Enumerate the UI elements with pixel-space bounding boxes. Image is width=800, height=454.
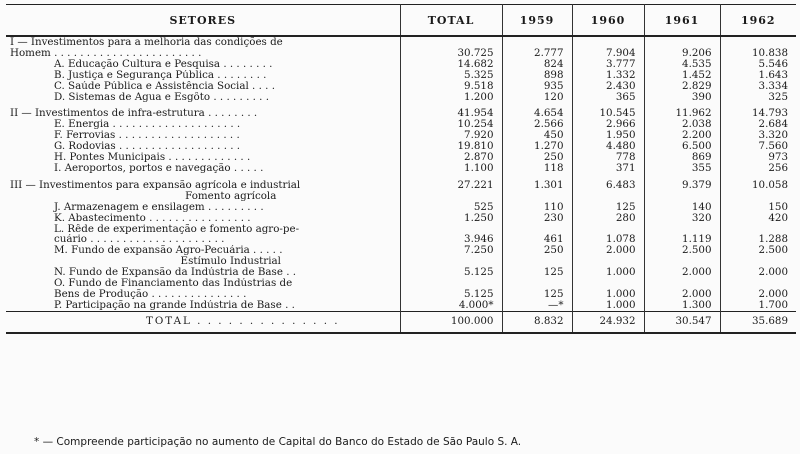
row-label: Bens de Produção . . . . . . . . . . . . . . . [6,289,400,300]
row-label: N. Fundo de Expansão da Indústria de Base . . [6,267,400,278]
cell-1960: 778 [572,152,644,163]
table-row [6,234,796,245]
cell-total: 3.946 [400,234,502,245]
cell-1962: 150 [768,201,788,213]
cell-1960 [572,224,644,235]
cell-1961: 2.000 [644,289,720,300]
cell-total: 9.518 [400,81,502,92]
table-row [6,36,796,48]
row-label: G. Rodovias . . . . . . . . . . . . . . . . . . . [6,141,400,152]
cell-1962: 256 [768,162,788,174]
cell-1961: 320 [644,213,720,224]
cell-total: 1.200 [400,92,502,103]
cell-1959: 118 [502,163,572,174]
table-row [6,202,796,213]
row-label: F. Ferrovias . . . . . . . . . . . . . . . . . . . [6,130,400,141]
row-label: C. Saúde Pública e Assistência Social . . . . [6,81,400,92]
row-label: Fomento agrícola [6,191,400,202]
cell-1960: 4.480 [572,141,644,152]
table-row [6,267,796,278]
cell-1959: 935 [502,81,572,92]
cell-1962: 3.320 [758,130,788,142]
cell-1961: 390 [644,92,720,103]
cell-total: 4.000* [400,300,502,311]
cell-1959: 4.654 [502,108,572,119]
table-row [6,180,796,191]
cell-1960: 10.545 [572,108,644,119]
cell-1962: 2.684 [758,119,788,131]
cell-1959: 125 [502,267,572,278]
cell-1962: 2.000 [758,288,788,300]
cell-total: 525 [400,202,502,213]
cell-1959: —* [502,300,572,311]
total-cell-1959: 8.832 [502,311,572,333]
header-total: TOTAL [400,5,502,37]
row-label: II — Investimentos de infra-estrutura . . . . . . . . [6,108,400,119]
table-row [6,245,796,256]
table-row [6,191,796,202]
total-row [6,311,796,333]
cell-total: 7.920 [400,130,502,141]
table-header [6,5,796,37]
row-label: L. Rêde de experimentação e fomento agro-pe- [6,224,400,235]
cell-total: 5.325 [400,70,502,81]
row-label: A. Educação Cultura e Pesquisa . . . . . . . . [6,59,400,70]
cell-1962 [720,191,796,202]
cell-1962: 3.334 [758,80,788,92]
header-1959: 1959 [502,5,572,37]
cell-1959 [502,256,572,267]
table-row [6,224,796,235]
row-label: P. Participação na grande Indústria de Base . . [6,300,400,311]
total-label: TOTAL . . . . . . . . . . . . . . [6,311,400,333]
cell-total: 30.725 [400,48,502,59]
table-body [6,36,796,311]
cell-1960: 280 [572,213,644,224]
cell-1962 [720,36,796,48]
cell-1959 [502,36,572,48]
row-label: B. Justiça e Segurança Pública . . . . . . . . [6,70,400,81]
cell-1962: 5.546 [758,58,788,70]
table-row [6,141,796,152]
cell-1959: 898 [502,70,572,81]
table-row [6,300,796,311]
cell-1959: 230 [502,213,572,224]
table-row [6,59,796,70]
row-label: H. Pontes Municipais . . . . . . . . . . . . . [6,152,400,163]
row-label: cuário . . . . . . . . . . . . . . . . . . . . . [6,234,400,245]
cell-1962: 325 [768,91,788,103]
cell-1960: 7.904 [572,48,644,59]
cell-1961 [644,191,720,202]
cell-1959: 250 [502,245,572,256]
cell-1959: 250 [502,152,572,163]
row-label: J. Armazenagem e ensilagem . . . . . . . . . [6,202,400,213]
row-label: III — Investimentos para expansão agrícola e industrial [6,180,400,191]
cell-1961: 869 [644,152,720,163]
row-label: Homem . . . . . . . . . . . . . . . . . . . . . . . [6,48,400,59]
total-cell-1961: 30.547 [644,311,720,333]
cell-1962: 2.500 [758,245,788,257]
row-label: Estímulo Industrial [6,256,400,267]
cell-total [400,278,502,289]
cell-1960: 1.950 [572,130,644,141]
cell-1962: 14.793 [751,108,788,120]
table-row [6,152,796,163]
cell-1962: 1.288 [758,234,788,246]
cell-1959: 110 [502,202,572,213]
table-row [6,213,796,224]
cell-1959: 1.270 [502,141,572,152]
cell-1961: 9.379 [644,180,720,191]
cell-1960: 1.332 [572,70,644,81]
header-1962: 1962 [720,5,796,37]
table-row [6,289,796,300]
cell-1961: 355 [644,163,720,174]
cell-total: 2.870 [400,152,502,163]
header-1960: 1960 [572,5,644,37]
cell-1960: 2.430 [572,81,644,92]
total-cell-total: 100.000 [400,311,502,333]
row-label: D. Sistemas de Agua e Esgôto . . . . . . . . . [6,92,400,103]
total-cell-1962: 35.689 [720,311,796,333]
cell-1961: 2.038 [644,119,720,130]
cell-1960: 125 [572,202,644,213]
cell-1962 [720,256,796,267]
cell-1962: 973 [768,152,788,163]
cell-1962: 2.000 [758,267,788,279]
cell-total [400,224,502,235]
table-row [6,163,796,174]
cell-1961: 9.206 [644,48,720,59]
table-row [6,70,796,81]
cell-1960: 371 [572,163,644,174]
table-row [6,48,796,59]
header-1961: 1961 [644,5,720,37]
header-setores: SETORES [6,5,400,37]
cell-1961: 2.200 [644,130,720,141]
cell-total [400,256,502,267]
cell-1962: 10.838 [751,47,788,59]
cell-1960: 365 [572,92,644,103]
cell-1960: 3.777 [572,59,644,70]
table-row [6,81,796,92]
footnote: * — Compreende participação no aumento de Capital do Banco do Estado de São Paulo S. A. [34,436,522,448]
cell-1960: 2.966 [572,119,644,130]
cell-1960: 1.000 [572,300,644,311]
table-row [6,92,796,103]
cell-1959: 2.566 [502,119,572,130]
cell-total: 14.682 [400,59,502,70]
cell-total: 1.100 [400,163,502,174]
table-row [6,119,796,130]
cell-1959: 2.777 [502,48,572,59]
cell-1959 [502,278,572,289]
cell-1959: 120 [502,92,572,103]
cell-1961: 2.500 [644,245,720,256]
cell-1961: 140 [644,202,720,213]
cell-1962 [720,224,796,235]
cell-1962: 10.058 [751,179,788,191]
cell-total [400,191,502,202]
cell-total: 5.125 [400,267,502,278]
table-row [6,256,796,267]
cell-1960 [572,256,644,267]
cell-1961: 1.452 [644,70,720,81]
cell-1960: 1.078 [572,234,644,245]
cell-1960: 1.000 [572,267,644,278]
table-row [6,108,796,119]
cell-total: 27.221 [400,180,502,191]
cell-1959 [502,224,572,235]
row-label: M. Fundo de expansão Agro-Pecuária . . . . . [6,245,400,256]
total-cell-1960: 24.932 [572,311,644,333]
cell-total: 19.810 [400,141,502,152]
cell-1961 [644,256,720,267]
cell-1961: 2.829 [644,81,720,92]
cell-1961: 6.500 [644,141,720,152]
table-row [6,278,796,289]
cell-1960: 2.000 [572,245,644,256]
cell-1961 [644,278,720,289]
cell-1961: 2.000 [644,267,720,278]
row-label: E. Energia . . . . . . . . . . . . . . . . . . . . [6,119,400,130]
cell-1962: 1.643 [758,69,788,81]
cell-1961: 11.962 [644,108,720,119]
cell-1959: 824 [502,59,572,70]
cell-1962: 1.700 [758,299,788,311]
cell-1961: 4.535 [644,59,720,70]
investment-table [6,4,796,334]
table-row [6,130,796,141]
cell-total: 7.250 [400,245,502,256]
cell-total: 5.125 [400,289,502,300]
row-label: O. Fundo de Financiamento das Indústrias de [6,278,400,289]
cell-1962: 420 [768,212,788,224]
cell-1960: 1.000 [572,289,644,300]
cell-total: 41.954 [400,108,502,119]
cell-1962: 7.560 [758,141,788,153]
cell-total [400,36,502,48]
cell-1960 [572,191,644,202]
cell-1961: 1.119 [644,234,720,245]
cell-1961 [644,36,720,48]
cell-1962 [720,278,796,289]
cell-total: 1.250 [400,213,502,224]
cell-1960: 6.483 [572,180,644,191]
cell-1960 [572,278,644,289]
cell-1959: 125 [502,289,572,300]
cell-1959: 450 [502,130,572,141]
cell-1959: 461 [502,234,572,245]
row-label: I. Aeroportos, portos e navegação . . . . . [6,163,400,174]
cell-total: 10.254 [400,119,502,130]
cell-1961: 1.300 [644,300,720,311]
row-label: K. Abastecimento . . . . . . . . . . . . . . . . [6,213,400,224]
cell-1960 [572,36,644,48]
row-label: I — Investimentos para a melhoria das condições de [6,36,400,48]
cell-1959: 1.301 [502,180,572,191]
cell-1961 [644,224,720,235]
cell-1959 [502,191,572,202]
